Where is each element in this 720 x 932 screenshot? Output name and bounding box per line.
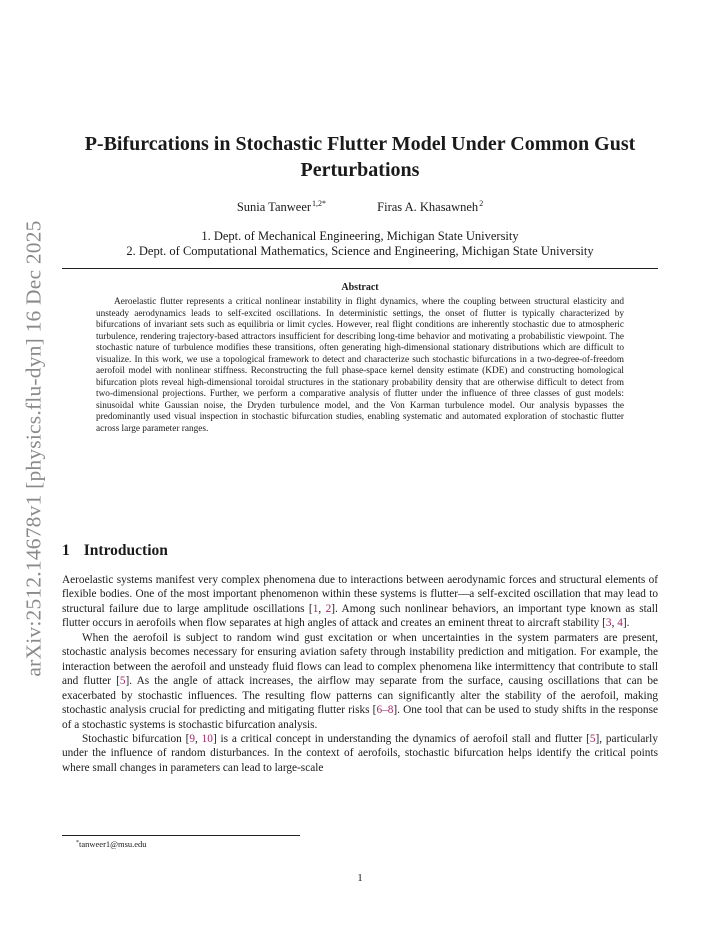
author-name: Sunia Tanweer bbox=[236, 200, 312, 214]
paragraph-text: , bbox=[195, 732, 202, 745]
citation-link[interactable]: 5 bbox=[589, 732, 596, 745]
footnote-email: tanweer1@msu.edu bbox=[79, 839, 147, 849]
citation-link[interactable]: 2 bbox=[325, 602, 332, 615]
author bbox=[237, 200, 326, 214]
paragraph-text: ]. Among such nonlinear behaviors, an important type known as stall flutter occurs in aerofoils when flow separates at high angles of attack and creates an eminent threat to aircraft stability [ bbox=[62, 602, 659, 630]
paragraph-text: When the aerofoil is subject to random wind gust excitation or when uncertainties in the system parmaters are present, stochastic analysis becomes necessary for ensuring aviation safety through instability prediction and mitigation. For example, the interaction between the aerofoil and unsteady fluid flows can lead to complex phenomena like intermittency that contribute to stall and flutter [ bbox=[62, 631, 658, 688]
footnote-rule bbox=[62, 835, 300, 836]
body-paragraph bbox=[62, 631, 658, 732]
header-rule bbox=[62, 268, 658, 269]
author-affiliation-mark: 2 bbox=[479, 199, 484, 208]
author-name: Firas A. Khasawneh bbox=[377, 200, 479, 214]
author bbox=[377, 200, 483, 214]
citation-link[interactable]: 9 bbox=[189, 732, 196, 745]
paragraph-text: ], particularly under the influence of random disturbances. In the context of aerofoils, stochastic bifurcation helps identify the critical points where small changes in parameters can lead to large-scale bbox=[62, 732, 658, 774]
paragraph-text: ] is a critical concept in understanding the dynamics of aerofoil stall and flutter [ bbox=[212, 732, 590, 745]
paragraph-text: ]. bbox=[622, 617, 630, 630]
citation-link[interactable]: 6–8 bbox=[376, 704, 394, 717]
affiliations bbox=[62, 229, 658, 259]
paragraph-text: , bbox=[611, 617, 618, 630]
paragraph-text: ]. As the angle of attack increases, the airflow may separate from the surface, causing oscillations that can be exacerbated by stochastic influences. The resulting flow patterns can significantly alter the stability of the aerofoil, making stochastic analysis crucial for predicting and mitigating flutter risks [ bbox=[62, 675, 658, 717]
footnote bbox=[76, 839, 147, 849]
paragraph-text: Aeroelastic systems manifest very complex phenomena due to interactions between aerodynamic forces and structural elements of flexible bodies. One of the most important phenomenon within these systems is flutter—a self-excited oscillation that may lead to structural failure due to large amplitude oscillations [ bbox=[62, 574, 658, 615]
section-heading bbox=[62, 542, 168, 560]
affiliation: 2. Dept. of Computational Mathematics, Science and Engineering, Michigan State University bbox=[126, 244, 594, 258]
author-affiliation-mark: 1,2* bbox=[312, 199, 327, 208]
body-paragraph bbox=[62, 573, 658, 631]
paragraph-text: , bbox=[318, 602, 326, 615]
citation-link[interactable]: 3 bbox=[605, 617, 612, 630]
paragraph-text: Stochastic bifurcation [ bbox=[82, 732, 190, 745]
citation-link[interactable]: 10 bbox=[201, 732, 213, 745]
section-title: Introduction bbox=[83, 542, 168, 559]
body-paragraph bbox=[62, 732, 658, 775]
abstract-text: Aeroelastic flutter represents a critical nonlinear instability in flight dynamics, where the coupling between structural elasticity and unsteady aerodynamics leads to self-excited oscillations. In deterministic settings, the onset of flutter is typically characterized by bifurcations of invariant sets such as equilibria or limit cycles. However, real flight conditions are inherently stochastic due to atmospheric turbulence, rendering trajectory-based attractors insufficient for describing long-time behavior and motivating a probabilistic viewpoint. The stochastic nature of turbulence modifies these transitions, often generating high-dimensional stationary distributions which are difficult to visualize. In this work, we use a topological framework to detect and characterize such stochastic bifurcations in a two-degree-of-freedom aerofoil model with nonlinear stiffness. Reconstructing the full phase-space kernel density estimate (KDE) and constructing homological bifurcation plots reveal high-dimensional toroidal structures in the stationary probability density that are otherwise difficult to detect from two-dimensional projections. Further, we perform a comparative analysis of flutter under the influence of three classes of gust models: sinusoidal white Gaussian noise, the Dryden turbulence model, and the Von Karman turbulence model. Our analysis bypasses the predominantly used visual inspection in stochastic bifurcation studies, enabling systematic and automated exploration of stochastic flutter across large parameter ranges. bbox=[96, 297, 624, 435]
citation-link[interactable]: 4 bbox=[617, 617, 623, 630]
arxiv-identifier bbox=[14, 208, 54, 688]
section-number: 1 bbox=[62, 542, 70, 559]
author-list bbox=[62, 199, 658, 215]
citation-link[interactable]: 5 bbox=[119, 675, 126, 688]
page-number: 1 bbox=[357, 872, 363, 884]
citation-link[interactable]: 1 bbox=[312, 602, 319, 615]
arxiv-identifier-text: arXiv:2512.14678v1 [physics.flu-dyn] 16 Dec 2025 bbox=[21, 219, 46, 677]
abstract-heading: Abstract bbox=[341, 282, 379, 293]
paper-title: P-Bifurcations in Stochastic Flutter Model Under Common Gust Perturbations bbox=[84, 133, 636, 181]
section-body bbox=[62, 573, 658, 775]
affiliation: 1. Dept. of Mechanical Engineering, Michigan State University bbox=[201, 229, 519, 243]
paragraph-text: ]. One tool that can be used to study shifts in the response of a stochastic systems is stochastic bifurcation analysis. bbox=[62, 704, 658, 731]
footnote-mark: * bbox=[76, 840, 79, 846]
